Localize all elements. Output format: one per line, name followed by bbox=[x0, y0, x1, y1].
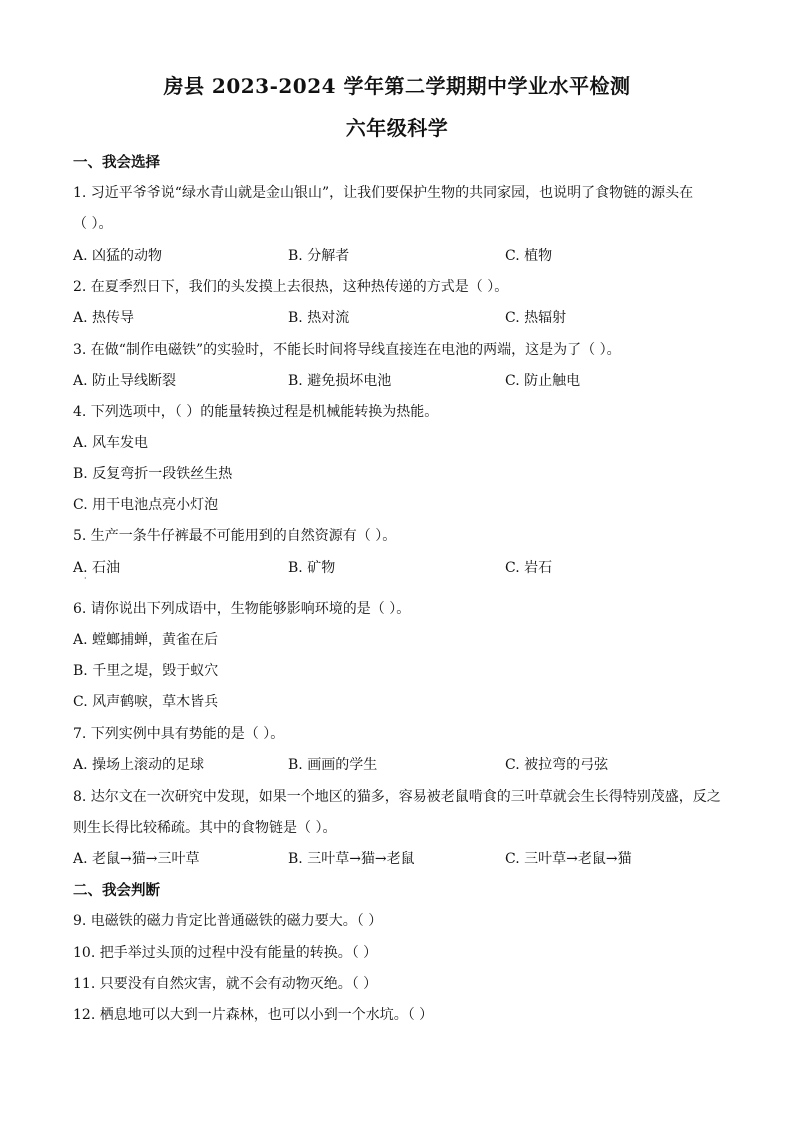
question-10: 10. 把手举过头顶的过程中没有能量的转换。（ ） bbox=[73, 945, 378, 961]
question-6-option-b: B. 千里之堤，毁于蚁穴 bbox=[73, 663, 219, 679]
question-1-line1: 1. 习近平爷爷说“绿水青山就是金山银山”，让我们要保护生物的共同家园，也说明了食物链的源头在 bbox=[73, 185, 694, 201]
option-a: A. 热传导 bbox=[73, 310, 135, 326]
question-12: 12. 栖息地可以大到一片森林，也可以小到一个水坑。（ ） bbox=[73, 1007, 434, 1023]
question-4-option-a: A. 风车发电 bbox=[73, 435, 149, 451]
option-c: C. 岩石 bbox=[505, 560, 553, 576]
section-judge-heading: 二、我会判断 bbox=[73, 882, 160, 899]
question-4: 4. 下列选项中，（ ）的能量转换过程是机械能转换为热能。 bbox=[73, 404, 439, 420]
question-8-line2: 则生长得比较稀疏。其中的食物链是（ ）。 bbox=[73, 820, 337, 836]
option-c: C. 被拉弯的弓弦 bbox=[505, 757, 609, 773]
question-5-options bbox=[73, 557, 733, 577]
question-3-options bbox=[73, 370, 733, 390]
option-b: B. 避免损坏电池 bbox=[288, 373, 392, 389]
question-7-options bbox=[73, 754, 733, 774]
question-1-line2: （ ）。 bbox=[73, 216, 113, 232]
stray-dot: · bbox=[84, 574, 87, 583]
option-c: C. 植物 bbox=[505, 248, 553, 264]
option-b: B. 热对流 bbox=[288, 310, 350, 326]
option-c: C. 热辐射 bbox=[505, 310, 567, 326]
question-6: 6. 请你说出下列成语中，生物能够影响环境的是（ ）。 bbox=[73, 601, 411, 617]
question-11: 11. 只要没有自然灾害，就不会有动物灭绝。（ ） bbox=[73, 976, 378, 992]
option-b: B. 分解者 bbox=[288, 248, 350, 264]
option-a: A. 老鼠→猫→三叶草 bbox=[73, 851, 200, 867]
question-6-option-a: A. 螳螂捕蝉，黄雀在后 bbox=[73, 632, 219, 648]
option-b: B. 三叶草→猫→老鼠 bbox=[288, 851, 415, 867]
question-4-option-b: B. 反复弯折一段铁丝生热 bbox=[73, 466, 233, 482]
option-c: C. 三叶草→老鼠→猫 bbox=[505, 851, 632, 867]
question-4-option-c: C. 用干电池点亮小灯泡 bbox=[73, 497, 219, 513]
question-6-option-c: C. 风声鹤唳，草木皆兵 bbox=[73, 694, 219, 710]
exam-title: 房县 2023-2024 学年第二学期期中学业水平检测 bbox=[163, 74, 631, 98]
option-a: A. 凶猛的动物 bbox=[73, 248, 163, 264]
question-1-options bbox=[73, 245, 733, 265]
exam-subtitle: 六年级科学 bbox=[345, 116, 449, 140]
question-2: 2. 在夏季烈日下，我们的头发摸上去很热，这种热传递的方式是（ ）。 bbox=[73, 279, 509, 295]
option-a: A. 操场上滚动的足球 bbox=[73, 757, 205, 773]
question-8-line1: 8. 达尔文在一次研究中发现，如果一个地区的猫多，容易被老鼠啃食的三叶草就会生长得特别茂盛，反之 bbox=[73, 789, 721, 805]
option-b: B. 画画的学生 bbox=[288, 757, 378, 773]
option-c: C. 防止触电 bbox=[505, 373, 581, 389]
question-5: 5. 生产一条牛仔裤最不可能用到的自然资源有（ ）。 bbox=[73, 528, 397, 544]
question-9: 9. 电磁铁的磁力肯定比普通磁铁的磁力要大。（ ） bbox=[73, 913, 383, 929]
question-7: 7. 下列实例中具有势能的是（ ）。 bbox=[73, 726, 285, 742]
option-b: B. 矿物 bbox=[288, 560, 336, 576]
question-8-options bbox=[73, 848, 733, 868]
question-3: 3. 在做“制作电磁铁”的实验时，不能长时间将导线直接连在电池的两端，这是为了（ ）。 bbox=[73, 342, 621, 358]
option-a: A. 石油 bbox=[73, 560, 121, 576]
question-2-options bbox=[73, 307, 733, 327]
section-choice-heading: 一、我会选择 bbox=[73, 154, 160, 171]
option-a: A. 防止导线断裂 bbox=[73, 373, 177, 389]
